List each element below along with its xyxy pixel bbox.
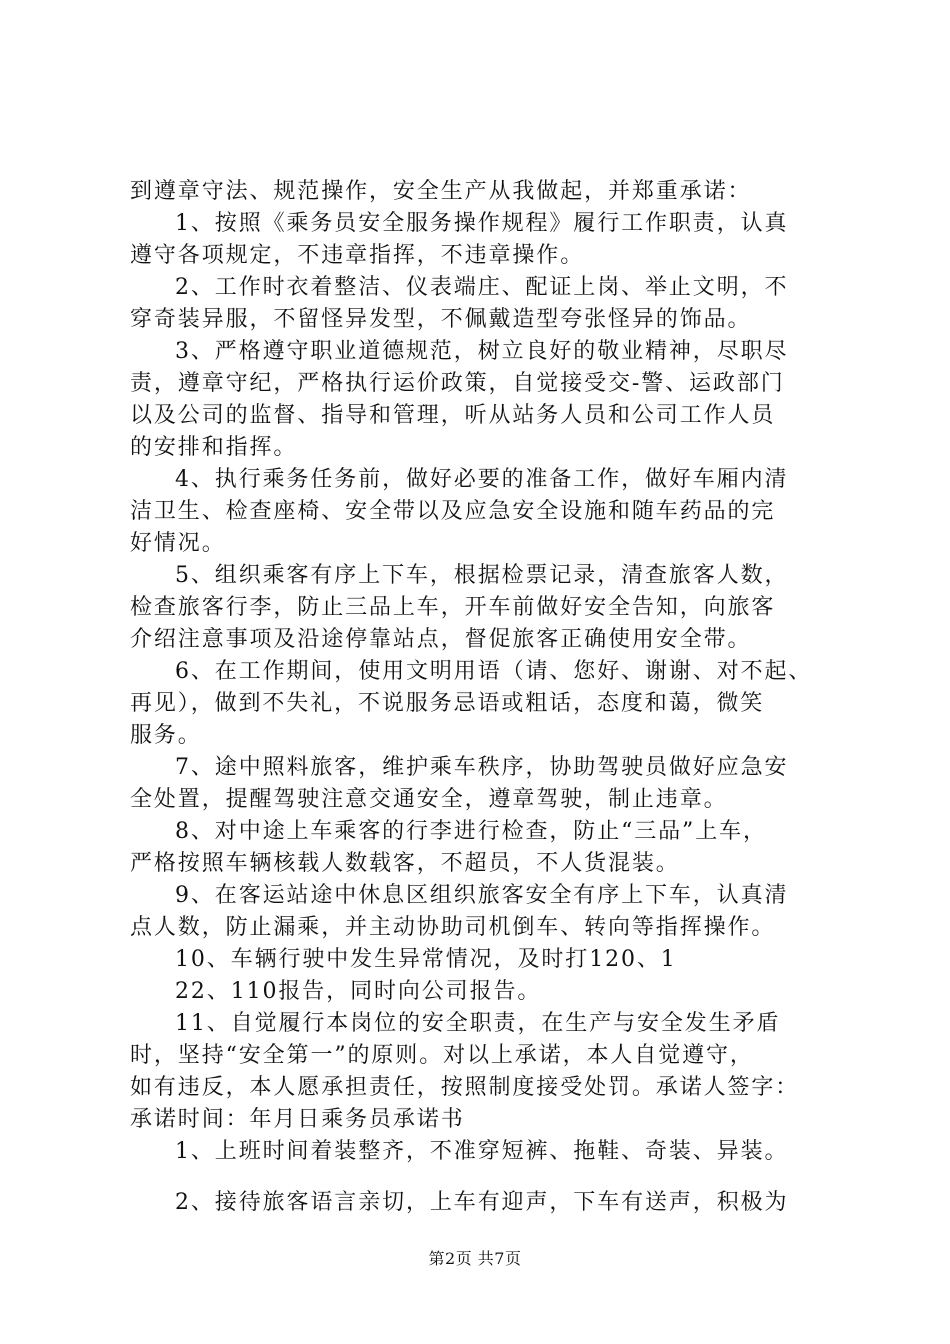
text-line: 到遵章守法、规范操作，安全生产从我做起，并郑重承诺：: [130, 179, 752, 204]
text-line: 9、在客运站途中休息区组织旅客安全有序上下车，认真清: [175, 883, 789, 908]
text-line: 11、自觉履行本岗位的安全职责，在生产与安全发生矛盾: [175, 1011, 781, 1036]
text-line: 责，遵章守纪，严格执行运价政策，自觉接受交-警、运政部门: [130, 371, 785, 396]
text-line: 的安排和指挥。: [130, 435, 298, 460]
text-line: 洁卫生、检查座椅、安全带以及应急安全设施和随车药品的完: [130, 499, 776, 524]
text-line: 全处置，提醒驾驶注意交通安全，遵章驾驶，制止违章。: [130, 787, 728, 812]
page-footer: 第2页 共7页: [428, 1249, 522, 1268]
text-line: 点人数，防止漏乘，并主动协助司机倒车、转向等指挥操作。: [130, 915, 776, 940]
text-line: 3、严格遵守职业道德规范，树立良好的敬业精神，尽职尽: [175, 339, 789, 364]
text-line: 好情况。: [130, 531, 226, 556]
text-line: 服务。: [130, 723, 202, 748]
text-line: 10、车辆行驶中发生异常情况，及时打120、1: [175, 947, 677, 972]
text-line: 7、途中照料旅客，维护乘车秩序，协助驾驶员做好应急安: [175, 755, 789, 780]
text-line: 时，坚持“安全第一”的原则。对以上承诺，本人自觉遵守，: [130, 1043, 754, 1068]
text-line: 22、110报告，同时向公司报告。: [175, 979, 542, 1004]
text-line: 介绍注意事项及沿途停靠站点，督促旅客正确使用安全带。: [130, 627, 752, 652]
text-line: 5、组织乘客有序上下车，根据检票记录，清查旅客人数，: [175, 563, 789, 588]
text-line: 1、按照《乘务员安全服务操作规程》履行工作职责，认真: [175, 211, 789, 236]
text-line: 2、工作时衣着整洁、仪表端庄、配证上岗、举止文明，不: [175, 275, 789, 300]
text-line: 穿奇装异服，不留怪异发型，不佩戴造型夸张怪异的饰品。: [130, 307, 752, 332]
text-line: 检查旅客行李，防止三品上车，开车前做好安全告知，向旅客: [130, 595, 776, 620]
text-line: 2、接待旅客语言亲切，上车有迎声，下车有送声，积极为: [175, 1190, 789, 1215]
text-line: 4、执行乘务任务前，做好必要的准备工作，做好车厢内清: [175, 467, 789, 492]
text-line: 8、对中途上车乘客的行李进行检查，防止“三品”上车，: [175, 819, 767, 844]
text-line: 遵守各项规定，不违章指挥，不违章操作。: [130, 243, 585, 268]
text-line: 严格按照车辆核载人数载客，不超员，不人货混装。: [130, 851, 680, 876]
text-line: 承诺时间：年月日乘务员承诺书: [130, 1107, 465, 1132]
text-line: 1、上班时间着装整齐，不准穿短裤、拖鞋、奇装、异装。: [175, 1139, 789, 1164]
text-line: 如有违反，本人愿承担责任，按照制度接受处罚。承诺人签字：: [130, 1075, 800, 1100]
text-line: 6、在工作期间，使用文明用语（请、您好、谢谢、对不起、: [175, 659, 813, 684]
text-line: 再见），做到不失礼，不说服务忌语或粗话，态度和蔼，微笑: [130, 691, 765, 716]
text-line: 以及公司的监督、指导和管理，听从站务人员和公司工作人员: [130, 403, 776, 428]
